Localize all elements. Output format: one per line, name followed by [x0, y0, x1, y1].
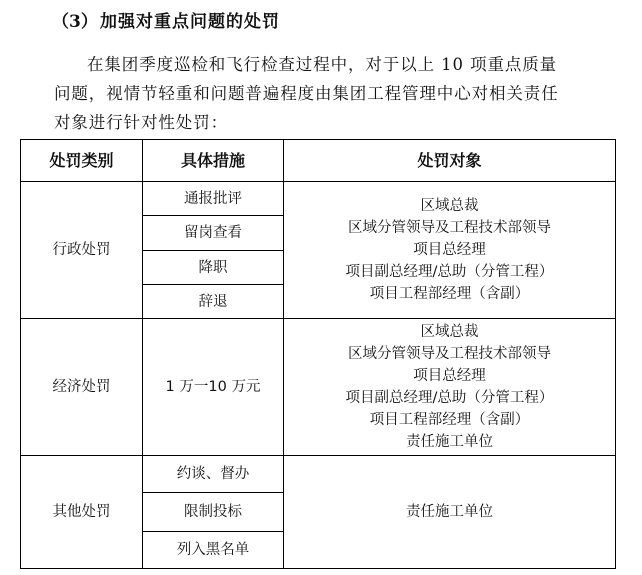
target-item: 区域总裁: [420, 198, 479, 214]
section-number: （3）: [52, 11, 98, 32]
category-administrative: 行政处罚: [52, 242, 111, 258]
target-item: 项目副总经理/总助（分管工程）: [345, 264, 554, 280]
measure-cell: 列入黑名单: [176, 542, 250, 558]
penalty-table: [20, 139, 616, 569]
measure-cell: 通报批评: [184, 190, 242, 207]
category-other: 其他处罚: [52, 504, 111, 520]
header-category: 处罚类别: [49, 150, 114, 170]
target-item: 区域分管领导及工程技术部领导: [348, 346, 551, 362]
paragraph-line: 问题，视情节轻重和问题普遍程度由集团工程管理中心对相关责任: [54, 84, 559, 103]
target-item: 项目副总经理/总助（分管工程）: [345, 390, 554, 406]
targets-administrative: [284, 182, 615, 318]
target-item: 项目总经理: [413, 242, 486, 258]
target-item: 责任施工单位: [406, 504, 493, 520]
header-measures: 具体措施: [180, 150, 245, 170]
header-targets: 处罚对象: [417, 150, 482, 170]
target-item: 责任施工单位: [406, 434, 493, 450]
measure-cell: 1 万一10 万元: [165, 379, 261, 395]
paragraph-line: 在集团季度巡检和飞行检查过程中，对于以上 10 项重点质量: [87, 55, 558, 74]
targets-economic: [284, 319, 615, 455]
target-item: 项目工程部经理（含副）: [369, 286, 530, 302]
measure-cell: 限制投标: [184, 504, 242, 520]
target-item: 区域分管领导及工程技术部领导: [348, 220, 551, 236]
target-item: 区域总裁: [420, 324, 479, 340]
target-item: 项目总经理: [413, 368, 486, 384]
targets-other: [284, 456, 615, 568]
measure-cell: 约谈、督办: [176, 466, 250, 482]
section-title: 加强对重点问题的处罚: [100, 11, 280, 32]
paragraph-line: 对象进行针对性处罚：: [54, 113, 228, 132]
measure-cell: 辞退: [198, 293, 228, 310]
measure-cell: 留岗查看: [184, 225, 242, 241]
intro-paragraph: [54, 50, 594, 137]
target-item: 项目工程部经理（含副）: [369, 412, 530, 428]
section-heading: [52, 4, 280, 34]
category-economic: 经济处罚: [52, 379, 111, 395]
measure-cell: 降职: [198, 259, 228, 276]
